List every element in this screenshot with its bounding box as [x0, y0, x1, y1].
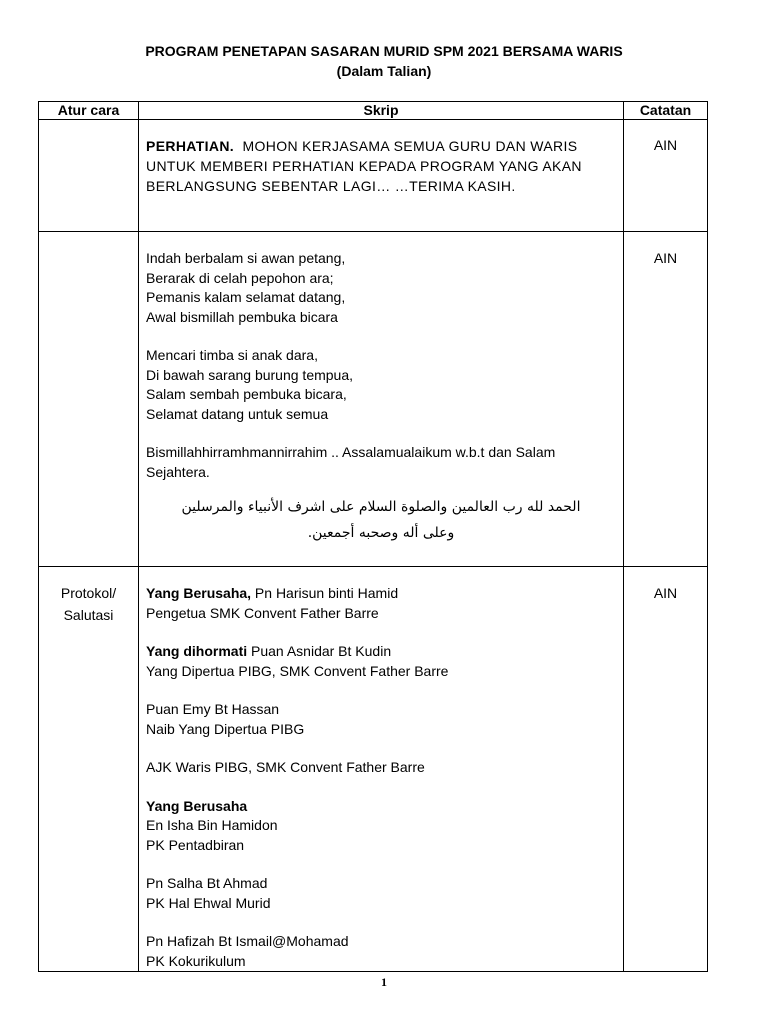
protocol-name: En Isha Bin Hamidon	[146, 817, 278, 833]
protocol-title: PK Kokurikulum	[146, 952, 246, 969]
script-table	[38, 101, 708, 972]
skrip-cell	[139, 567, 624, 972]
catatan-text: AIN	[653, 250, 678, 266]
protocol-title: PK Pentadbiran	[146, 836, 245, 853]
skrip-cell	[139, 232, 624, 567]
catatan-cell	[624, 567, 708, 972]
protocol-line	[146, 584, 616, 604]
protocol-title: Yang Dipertua PIBG, SMK Convent Father Barre	[146, 662, 449, 679]
atur-cara-text: Protokol/ Salutasi	[60, 585, 117, 623]
atur-cara-cell	[39, 232, 139, 567]
protocol-title: PK Hal Ehwal Murid	[146, 894, 271, 911]
protocol-name: Pn Harisun binti Hamid	[251, 585, 399, 601]
announcement-body: MOHON KERJASAMA SEMUA GURU DAN WARIS UNTUK MEMBERI PERHATIAN KEPADA PROGRAM YANG AKAN BERLANGSUNG SEBENTAR LAGI… …TERIMA KASIH.	[146, 138, 582, 194]
catatan-text: AIN	[653, 137, 678, 153]
arabic-line: وعلى أله وصحبه أجمعين.	[307, 525, 455, 541]
protocol-list	[139, 567, 623, 971]
table-header-row	[39, 102, 708, 120]
pantun-line: Di bawah sarang burung tempua,	[146, 366, 354, 383]
welcome-script	[139, 232, 623, 546]
column-header-skrip: Skrip	[139, 102, 624, 120]
atur-cara-text	[39, 120, 138, 131]
document-subtitle: (Dalam Talian)	[336, 63, 432, 79]
protocol-title: Pengetua SMK Convent Father Barre	[146, 604, 379, 621]
announcement-text	[139, 120, 623, 196]
greeting-text: Bismillahhirramhmannirrahim .. Assalamualaikum w.b.t dan Salam Sejahtera.	[146, 444, 556, 480]
protocol-honorific: Yang Berusaha,	[146, 585, 252, 601]
atur-cara-cell	[39, 567, 139, 972]
column-header-catatan: Catatan	[624, 102, 708, 120]
pantun-line: Berarak di celah pepohon ara;	[146, 269, 334, 286]
arabic-line: الحمد لله رب العالمين والصلوة السلام على اشرف الأنبياء والمرسلين	[181, 499, 581, 515]
atur-cara-cell	[39, 120, 139, 232]
pantun-line: Awal bismillah pembuka bicara	[146, 308, 338, 325]
pantun-line: Indah berbalam si awan petang,	[146, 250, 346, 266]
pantun-line: Pemanis kalam selamat datang,	[146, 289, 346, 305]
protocol-name: Pn Hafizah Bt Ismail@Mohamad	[146, 933, 349, 949]
protocol-name: Puan Asnidar Bt Kudin	[247, 643, 392, 659]
protocol-line	[146, 642, 616, 662]
catatan-cell	[624, 232, 708, 567]
atur-cara-text	[39, 232, 138, 243]
table-row	[39, 120, 708, 232]
announcement-lead: PERHATIAN.	[146, 138, 235, 154]
catatan-text: AIN	[653, 585, 678, 601]
table-row	[39, 232, 708, 567]
pantun-line: Mencari timba si anak dara,	[146, 347, 318, 363]
protocol-title: AJK Waris PIBG, SMK Convent Father Barre	[146, 759, 425, 775]
skrip-cell	[139, 120, 624, 232]
column-header-atur-cara: Atur cara	[39, 102, 139, 120]
protocol-honorific: Yang Berusaha	[146, 797, 248, 814]
protocol-line	[146, 797, 616, 817]
protocol-name: Puan Emy Bt Hassan	[146, 701, 280, 717]
catatan-cell	[624, 120, 708, 232]
pantun-line: Selamat datang untuk semua	[146, 405, 329, 422]
protocol-title: Naib Yang Dipertua PIBG	[146, 720, 305, 737]
document-title: PROGRAM PENETAPAN SASARAN MURID SPM 2021 BERSAMA WARIS	[145, 43, 623, 59]
arabic-prayer	[146, 494, 616, 546]
table-row	[39, 567, 708, 972]
pantun-line: Salam sembah pembuka bicara,	[146, 386, 347, 402]
protocol-name: Pn Salha Bt Ahmad	[146, 875, 268, 891]
protocol-honorific: Yang dihormati	[146, 643, 248, 659]
page-number: 1	[381, 975, 387, 989]
